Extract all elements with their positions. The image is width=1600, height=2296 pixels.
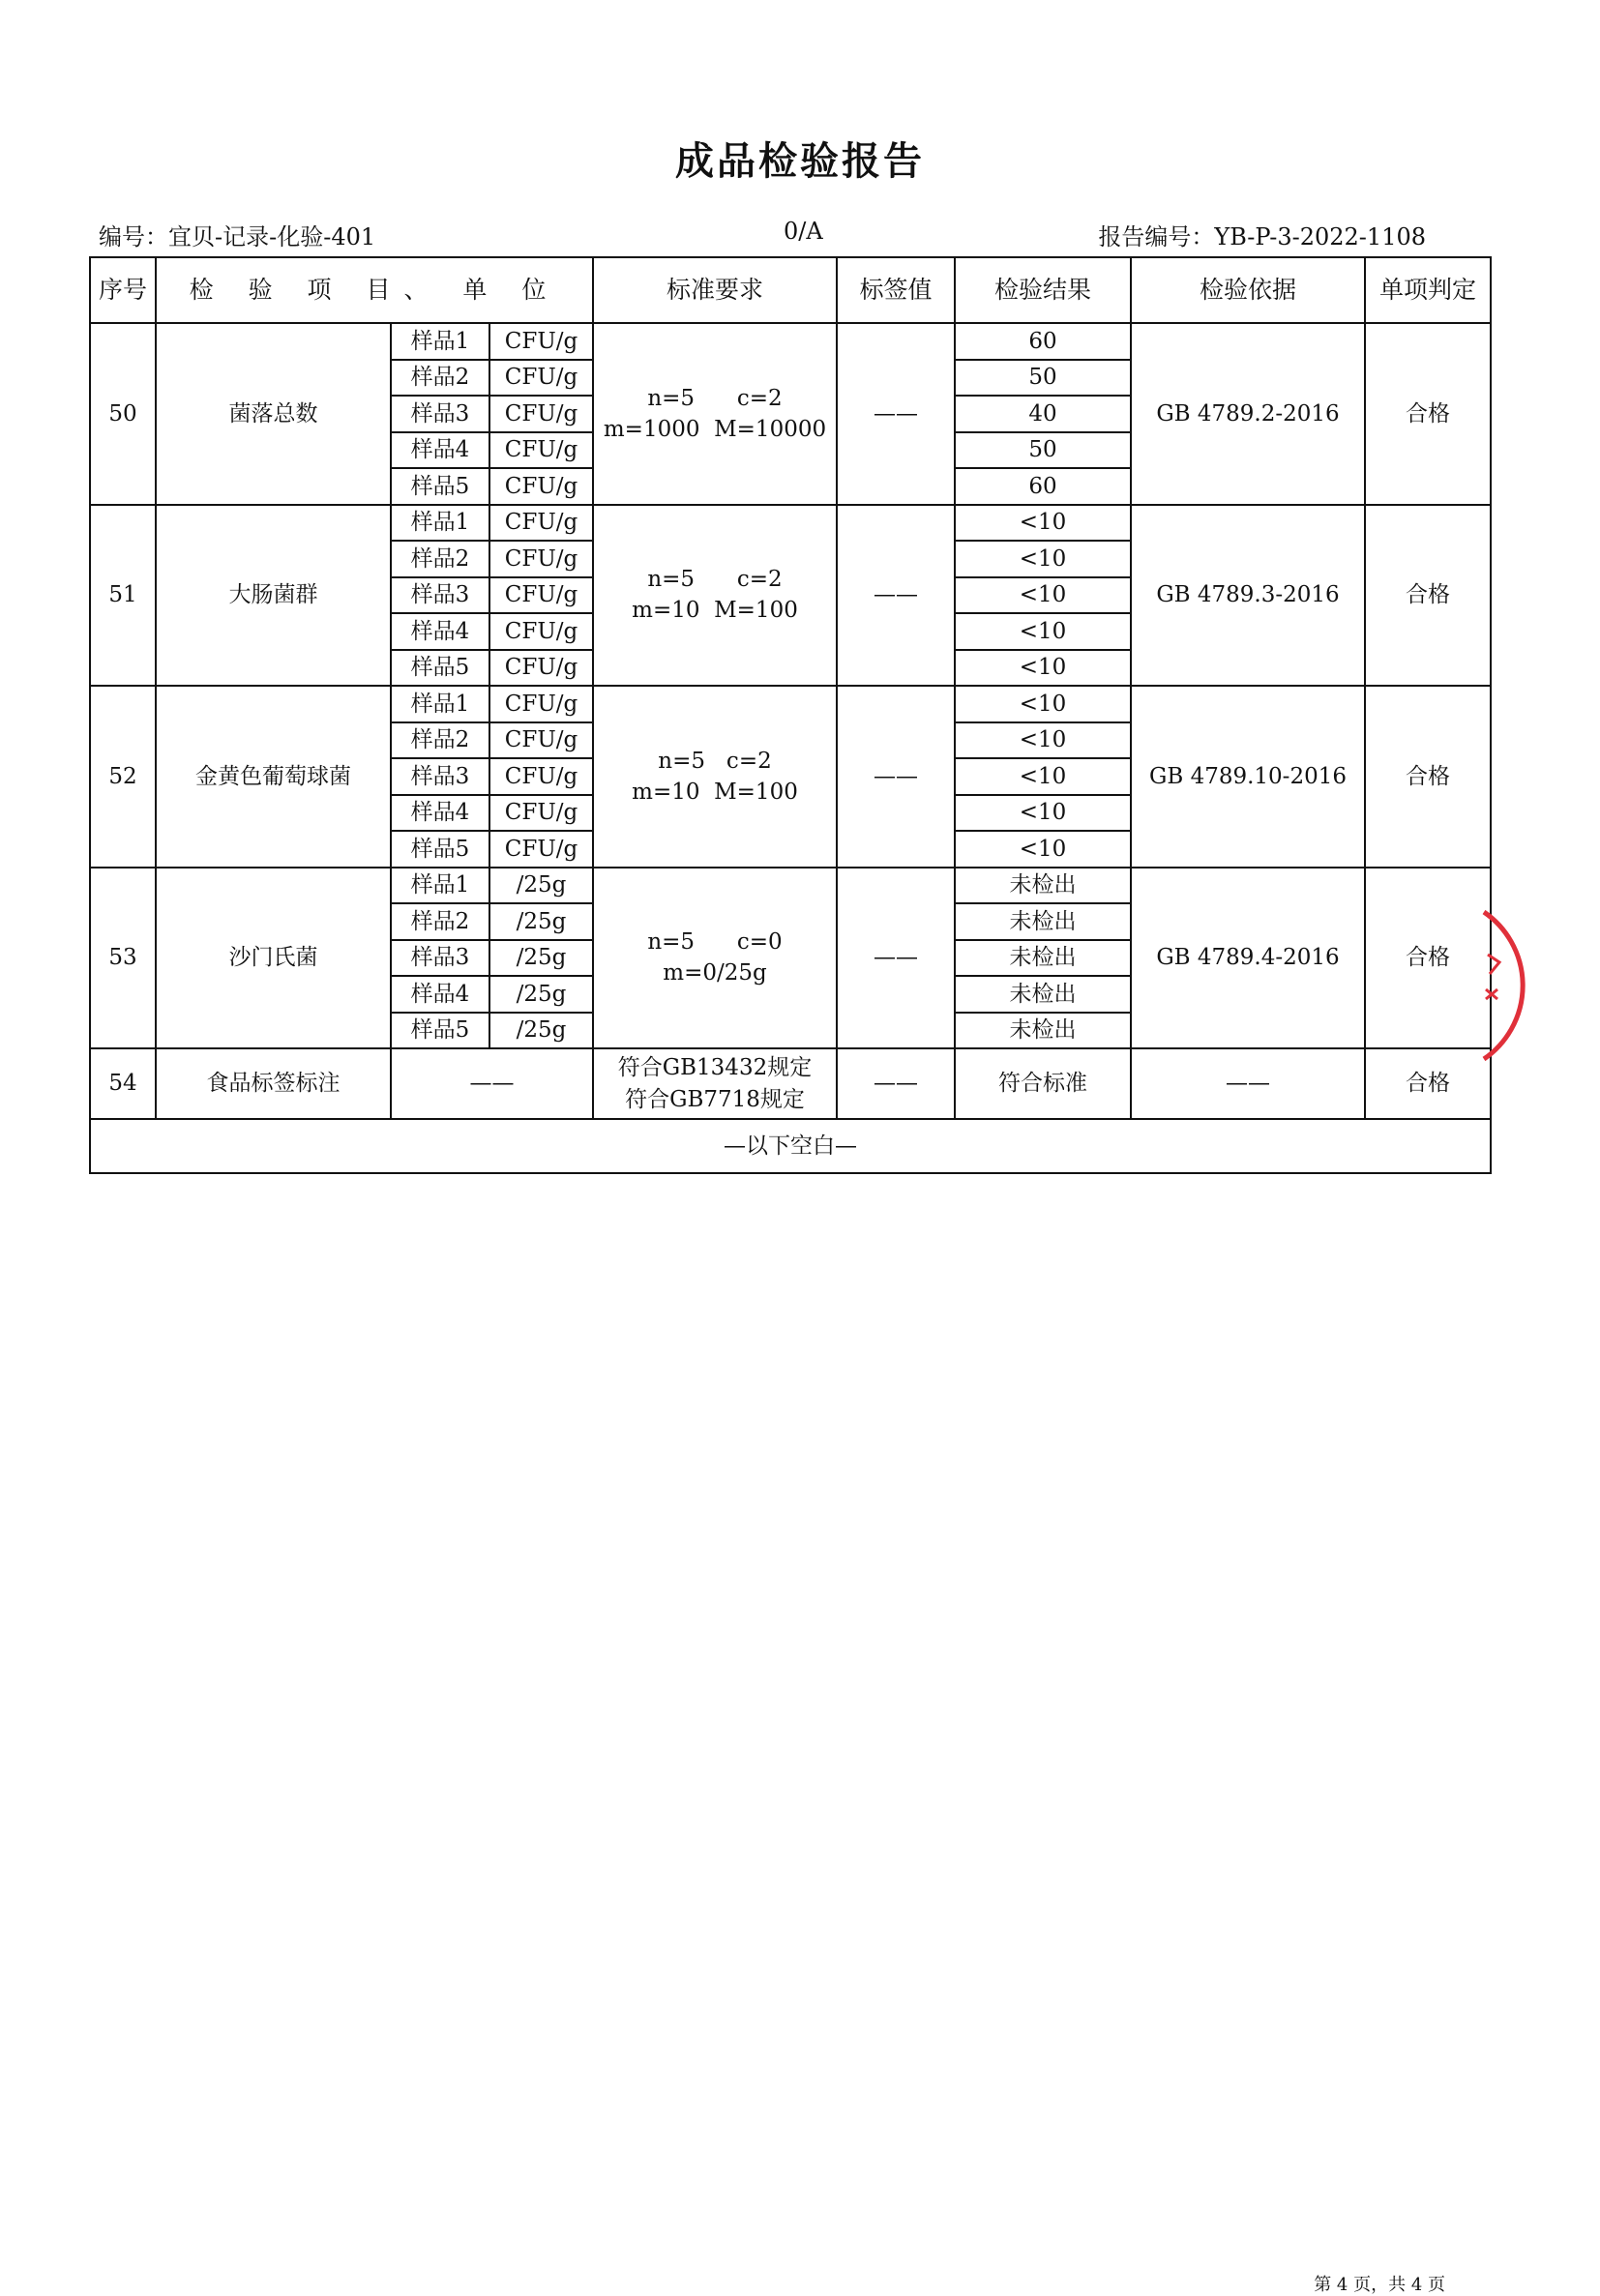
- item-name: 沙门氏菌: [156, 868, 391, 1049]
- sample-label: 样品2: [391, 541, 489, 577]
- sample-label: 样品2: [391, 722, 489, 759]
- record-number: 编号：宜贝-记录-化验-401: [99, 223, 376, 250]
- result-value: 60: [955, 468, 1131, 505]
- judgement: 合格: [1365, 868, 1491, 1049]
- unit: CFU/g: [489, 360, 593, 397]
- standard-requirement: [593, 686, 837, 868]
- unit: CFU/g: [489, 505, 593, 542]
- col-result: 检验结果: [955, 257, 1131, 323]
- unit: CFU/g: [489, 686, 593, 722]
- seq-number: 50: [90, 323, 156, 505]
- result-value: <10: [955, 758, 1131, 795]
- sample-label: 样品1: [391, 868, 489, 904]
- test-basis: GB 4789.10-2016: [1131, 686, 1365, 868]
- col-item-unit: 检 验 项 目、 单 位: [156, 257, 593, 323]
- sample-label: 样品1: [391, 323, 489, 360]
- result-value: 未检出: [955, 976, 1131, 1013]
- result-value: <10: [955, 505, 1131, 542]
- unit: CFU/g: [489, 758, 593, 795]
- table-row: [90, 868, 1491, 904]
- test-basis: GB 4789.3-2016: [1131, 505, 1365, 687]
- sample-label: 样品2: [391, 360, 489, 397]
- judgement: 合格: [1365, 323, 1491, 505]
- standard-line-2: 符合GB7718规定: [625, 1086, 805, 1112]
- sample-label: 样品5: [391, 831, 489, 868]
- judgement: 合格: [1365, 505, 1491, 687]
- sample-label: 样品5: [391, 1013, 489, 1049]
- test-basis: ——: [1131, 1048, 1365, 1119]
- seq-number: 54: [90, 1048, 156, 1119]
- unit: CFU/g: [489, 323, 593, 360]
- label-value: ——: [837, 323, 955, 505]
- label-value: ——: [837, 505, 955, 687]
- col-label-value: 标签值: [837, 257, 955, 323]
- standard-line-2: m=10 M=100: [632, 779, 798, 805]
- unit: /25g: [489, 868, 593, 904]
- result-value: <10: [955, 795, 1131, 832]
- sample-label: 样品3: [391, 940, 489, 977]
- result-value: <10: [955, 831, 1131, 868]
- standard-requirement: [593, 868, 837, 1049]
- standard-requirement: [593, 1048, 837, 1119]
- unit: CFU/g: [489, 722, 593, 759]
- standard-line-2: m=1000 M=10000: [603, 416, 827, 442]
- test-basis: GB 4789.4-2016: [1131, 868, 1365, 1049]
- result-value: <10: [955, 686, 1131, 722]
- item-name: 金黄色葡萄球菌: [156, 686, 391, 868]
- unit: /25g: [489, 976, 593, 1013]
- result-value: 未检出: [955, 1013, 1131, 1049]
- unit: /25g: [489, 1013, 593, 1049]
- table-row: [90, 323, 1491, 360]
- stamp-seal: [1480, 904, 1596, 1069]
- col-judgement: 单项判定: [1365, 257, 1491, 323]
- sample-label: 样品5: [391, 650, 489, 687]
- sample-label: 样品3: [391, 396, 489, 432]
- sample-label: 样品4: [391, 432, 489, 469]
- label-value: ——: [837, 686, 955, 868]
- unit: CFU/g: [489, 396, 593, 432]
- blank-row: [90, 1119, 1491, 1173]
- result-value: 50: [955, 432, 1131, 469]
- result-value: 未检出: [955, 868, 1131, 904]
- table-row: [90, 505, 1491, 542]
- standard-line-1: 符合GB13432规定: [617, 1055, 813, 1081]
- item-name: 菌落总数: [156, 323, 391, 505]
- standard-requirement: [593, 505, 837, 687]
- sample-label: 样品3: [391, 758, 489, 795]
- unit: CFU/g: [489, 468, 593, 505]
- result-value: 未检出: [955, 903, 1131, 940]
- table-row: [90, 686, 1491, 722]
- standard-line-2: m=0/25g: [663, 960, 767, 986]
- label-value: ——: [837, 1048, 955, 1119]
- unit: ——: [391, 1048, 593, 1119]
- result-value: <10: [955, 613, 1131, 650]
- result-value: <10: [955, 650, 1131, 687]
- col-seq: 序号: [90, 257, 156, 323]
- standard-line-1: n=5 c=0: [647, 929, 783, 956]
- result-value: <10: [955, 577, 1131, 614]
- table-row: [90, 1048, 1491, 1119]
- judgement: 合格: [1365, 686, 1491, 868]
- col-basis: 检验依据: [1131, 257, 1365, 323]
- unit: CFU/g: [489, 432, 593, 469]
- report-number: 报告编号：YB-P-3-2022-1108: [1098, 223, 1426, 250]
- standard-line-1: n=5 c=2: [647, 567, 783, 593]
- version: 0/A: [784, 218, 823, 245]
- result-value: 未检出: [955, 940, 1131, 977]
- unit: CFU/g: [489, 577, 593, 614]
- test-basis: GB 4789.2-2016: [1131, 323, 1365, 505]
- sample-label: 样品3: [391, 577, 489, 614]
- result-value: 50: [955, 360, 1131, 397]
- sample-label: 样品4: [391, 795, 489, 832]
- report-title: 成品检验报告: [675, 138, 925, 184]
- seq-number: 52: [90, 686, 156, 868]
- unit: CFU/g: [489, 795, 593, 832]
- item-name: 大肠菌群: [156, 505, 391, 687]
- sample-label: 样品4: [391, 976, 489, 1013]
- unit: CFU/g: [489, 831, 593, 868]
- sample-label: 样品1: [391, 505, 489, 542]
- sample-label: 样品1: [391, 686, 489, 722]
- unit: CFU/g: [489, 541, 593, 577]
- unit: CFU/g: [489, 650, 593, 687]
- label-value: ——: [837, 868, 955, 1049]
- sample-label: 样品2: [391, 903, 489, 940]
- seq-number: 53: [90, 868, 156, 1049]
- result-value: 40: [955, 396, 1131, 432]
- header-row: [90, 257, 1491, 323]
- standard-line-1: n=5 c=2: [647, 385, 783, 411]
- standard-line-2: m=10 M=100: [632, 598, 798, 624]
- standard-line-1: n=5 c=2: [658, 748, 772, 774]
- unit: /25g: [489, 940, 593, 977]
- result-value: <10: [955, 541, 1131, 577]
- result-value: <10: [955, 722, 1131, 759]
- item-name: 食品标签标注: [156, 1048, 391, 1119]
- sample-label: 样品5: [391, 468, 489, 505]
- col-standard: 标准要求: [593, 257, 837, 323]
- result-value: 符合标准: [955, 1048, 1131, 1119]
- page-footer: 第 4 页，共 4 页: [1314, 2275, 1445, 2295]
- inspection-table: [89, 256, 1492, 1174]
- sample-label: 样品4: [391, 613, 489, 650]
- unit: CFU/g: [489, 613, 593, 650]
- blank-note: —以下空白—: [90, 1119, 1491, 1173]
- result-value: 60: [955, 323, 1131, 360]
- judgement: 合格: [1365, 1048, 1491, 1119]
- standard-requirement: [593, 323, 837, 505]
- unit: /25g: [489, 903, 593, 940]
- seq-number: 51: [90, 505, 156, 687]
